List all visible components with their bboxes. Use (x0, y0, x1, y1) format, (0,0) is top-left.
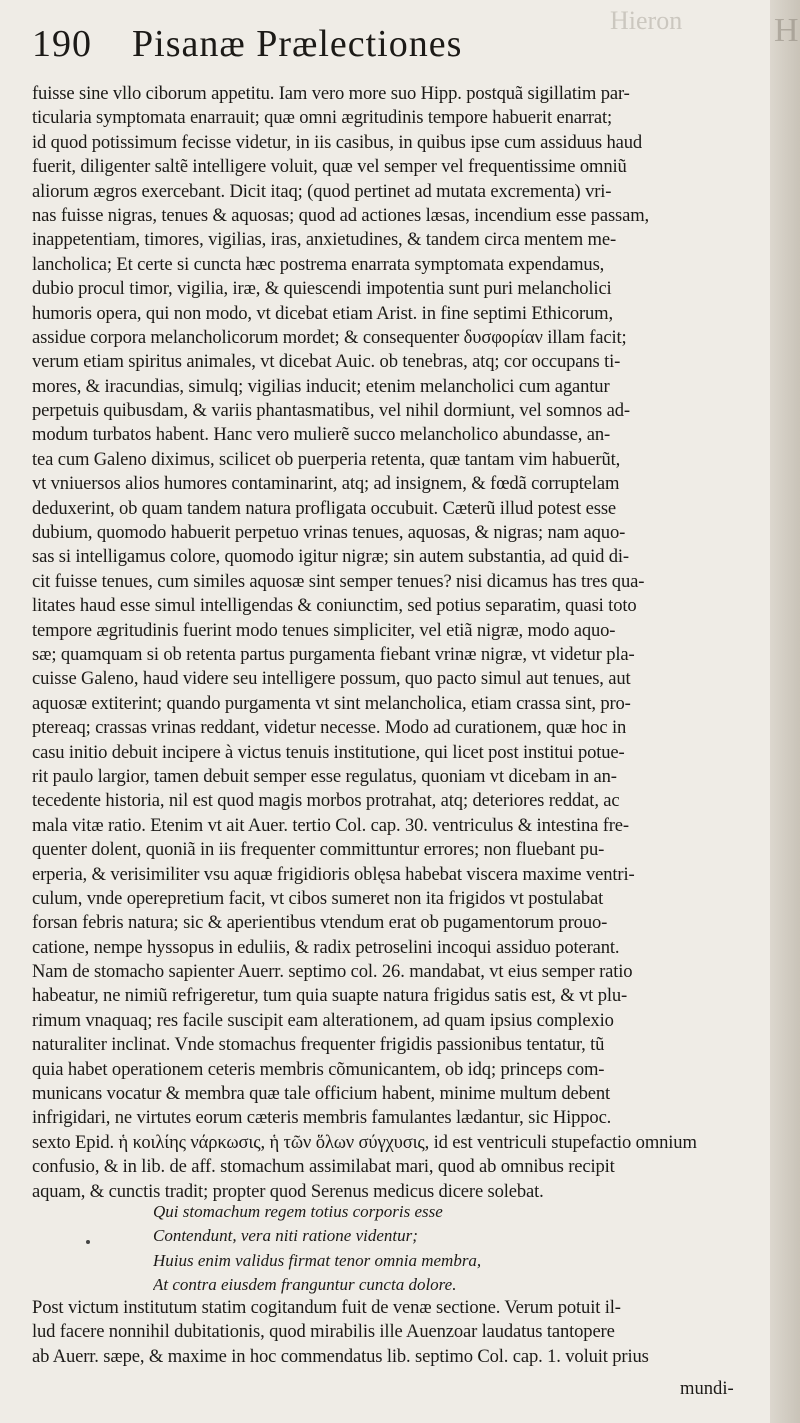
page-number: 190 (32, 23, 92, 65)
text-line: litates haud esse simul intelligendas & coniunctim, sed potius separatim, quasi toto (32, 595, 637, 617)
text-line: fuerit, diligenter saltẽ intelligere voluit, quæ vel semper vel frequentissime omniũ (32, 156, 627, 178)
text-line: lud facere nonnihil dubitationis, quod mirabilis ille Auenzoar laudatus tantopere (32, 1321, 615, 1343)
text-line: sas si intelligamus colore, quomodo igitur nigræ; sin autem substantia, ad quid di- (32, 546, 629, 568)
text-line: deduxerint, ob quam tandem natura profligata occubuit. Cæterũ illud potest esse (32, 497, 617, 519)
text-line: assidue corpora melancholicorum mordet; & consequenter δυσφορίαν illam facit; (32, 326, 627, 348)
text-line: nas fuisse nigras, tenues & aquosas; quod ad actiones læsas, incendium esse passam, (32, 204, 650, 226)
text-line: aquosæ extiterint; quando purgamenta vt sint melancholica, etiam crassa sint, pro- (32, 692, 631, 714)
text-line: erperia, & verisimiliter vsu aquæ frigidioris oblęsa habebat viscera maxime ventri- (32, 863, 635, 885)
text-line: infrigidari, ne virtutes eorum cæteris membris famulantes lædantur, sic Hippoc. (32, 1107, 612, 1129)
text-line: dubio procul timor, vigilia, iræ, & quiescendi impotentia sunt puri melancholici (32, 278, 612, 300)
facing-page-edge (770, 0, 800, 1423)
text-line: quenter dolent, quoniã in iis frequenter committuntur errores; non fluebant pu- (32, 839, 605, 861)
text-line: ptereaq; crassas vrinas reddant, videtur necesse. Modo ad curationem, quæ hoc in (32, 717, 627, 739)
text-line: confusio, & in lib. de aff. stomachum assimilabat mari, quod ab omnibus recipit (32, 1156, 615, 1178)
text-line: lancholica; Et certe si cuncta hæc postrema enarrata symptomata expendamus, (32, 253, 605, 275)
text-line: aquam, & cunctis tradit; propter quod Serenus medicus dicere solebat. (32, 1180, 544, 1202)
text-line: casu initio debuit incipere à victus tenuis institutione, qui licet post institui potue- (32, 741, 625, 763)
text-line: municans vocatur & membra quæ tale officium habent, minime multum debent (32, 1083, 611, 1105)
text-line: perpetuis quibusdam, & variis phantasmatibus, vel nihil dormiunt, vel somnos ad- (32, 400, 630, 422)
text-line: cit fuisse tenues, cum similes aquosæ sint semper tenues? nisi dicamus has tres qua- (32, 570, 645, 592)
running-title: Pisanæ Prælectiones (132, 23, 463, 65)
text-line: rit paulo largior, tamen debuit semper esse regulatus, quoniam vt dicebam in an- (32, 765, 617, 787)
bleed-through-text: Hieron (610, 6, 683, 35)
closing-text (32, 1296, 742, 1369)
text-line: humoris opera, qui non modo, vt dicebat etiam Arist. in fine septimi Ethicorum, (32, 302, 613, 324)
text-line: habeatur, ne nimiũ refrigeretur, tum quia suapte natura frigidus satis est, & vt plu- (32, 985, 628, 1007)
text-line: aliorum ægros exercebant. Dicit itaq; (quod pertinet ad mutata excrementa) vri- (32, 180, 612, 202)
text-line: forsan febris natura; sic & aperientibus vtendum erat ob pugamentorum prouo- (32, 912, 608, 934)
text-line: mores, & iracundias, simulq; vigilias inducit; etenim melancholici cum agantur (32, 375, 610, 397)
text-line: id quod potissimum fecisse videtur, in iis casibus, in quibus ipse cum assiduus haud (32, 131, 643, 153)
text-line: cuisse Galeno, haud videre seu intelligere possum, quo pacto simul aut tenues, aut (32, 668, 631, 690)
verse-quotation (153, 1200, 573, 1298)
verse-line: At contra eiusdem franguntur cuncta dolore. (153, 1275, 457, 1295)
main-text (32, 82, 742, 1204)
page-header (32, 22, 592, 66)
catchword: mundi- (680, 1378, 734, 1399)
text-line: dubium, quomodo habuerit perpetuo vrinas tenues, aquosas, & nigras; nam aquo- (32, 522, 626, 544)
text-line: inappetentiam, timores, vigilias, iras, anxietudines, & tandem circa mentem me- (32, 229, 617, 251)
text-line: naturaliter inclinat. Vnde stomachus frequenter frigidis passionibus tentatur, tũ (32, 1034, 605, 1056)
text-line: mala vitæ ratio. Etenim vt ait Auer. tertio Col. cap. 30. ventriculus & intestina fre- (32, 814, 629, 836)
text-line: tempore ægritudinis fuerint modo tenues simpliciter, vel etiã nigræ, modo aquo- (32, 619, 616, 641)
text-line: verum etiam spiritus animales, vt dicebat Auic. ob tenebras, atq; cor occupans ti- (32, 351, 621, 373)
text-line: sæ; quamquam si ob retenta partus purgamenta fiebant vrinæ nigræ, vt videtur pla- (32, 643, 635, 665)
text-line: rimum vnaquaq; res facile suscipit eam alterationem, ad quam ipsius complexio (32, 1009, 614, 1031)
text-line: vt vniuersos alios humores contaminarint, atq; ad insignem, & fœdã corruptelam (32, 473, 620, 495)
text-line: culum, vnde operepretium facit, vt cibos sumeret non ita frigidos vt postulabat (32, 887, 604, 909)
text-line: Nam de stomacho sapienter Auerr. septimo col. 26. mandabat, vt eius semper ratio (32, 961, 633, 983)
verse-line: Qui stomachum regem totius corporis esse (153, 1202, 443, 1221)
text-line: fuisse sine vllo ciborum appetitu. Iam vero more suo Hipp. postquã sigillatim par- (32, 83, 630, 104)
ink-speck (86, 1240, 90, 1244)
verse-line: Huius enim validus firmat tenor omnia membra, (153, 1250, 482, 1270)
text-line: Post victum institutum statim cogitandum fuit de venæ sectione. Verum potuit il- (32, 1297, 621, 1318)
text-line: ab Auerr. sæpe, & maxime in hoc commendatus lib. septimo Col. cap. 1. voluit prius (32, 1345, 649, 1367)
facing-page-letter: H (774, 12, 799, 49)
text-line: quia habet operationem ceteris membris cõmunicantem, ob idq; princeps com- (32, 1058, 605, 1080)
verse-line: Contendunt, vera niti ratione videntur; (153, 1226, 418, 1246)
text-line: tea cum Galeno diximus, scilicet ob puerperia retenta, quæ tantam vim habuerũt, (32, 448, 621, 470)
text-line: sexto Epid. ἡ κοιλίης νάρκωσις, ἡ τῶν ὅλων σύγχυσις, id est ventriculi stupefactio omnium (32, 1131, 697, 1153)
text-line: ticularia symptomata enarrauit; quæ omni ægritudinis tempore habuerit enarrat; (32, 107, 613, 129)
text-line: catione, nempe hyssopus in eduliis, & radix petroselini incoqui assiduo poterant. (32, 936, 620, 958)
text-line: modum turbatos habent. Hanc vero mulierẽ succo melancholico abundasse, an- (32, 424, 611, 446)
text-line: tecedente historia, nil est quod magis morbos protrahat, atq; deteriores reddat, ac (32, 790, 620, 812)
